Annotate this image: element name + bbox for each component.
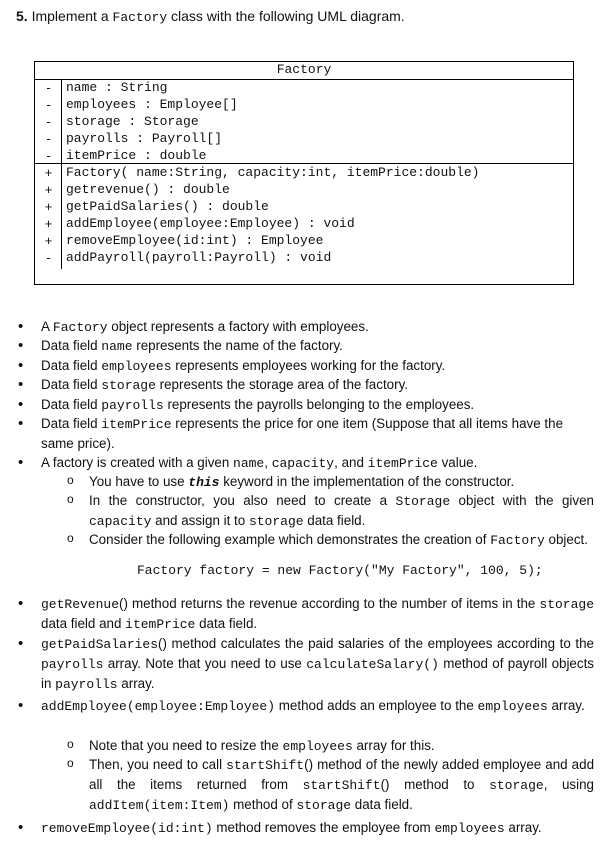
uml-attribute: - payrolls : Payroll[] xyxy=(46,131,223,146)
bullet-item: • removeEmployee(id:int) method removes the employee from employees array. xyxy=(41,818,594,838)
question-heading: 5. Implement a Factory class with the following UML diagram. xyxy=(16,8,405,25)
uml-method: + getrevenue() : double xyxy=(44,182,230,197)
bullet-item: • Data field payrolls represents the payrolls belonging to the employees. xyxy=(41,395,594,415)
sub-bullet-item: o Note that you need to resize the employees array for this. xyxy=(89,736,594,756)
uml-attribute: - itemPrice : double xyxy=(46,148,207,163)
sub-bullet-item: o Then, you need to call startShift() method of the newly added employee and add all the items returned from startShift() method to storage, using addItem(item:Item) method of storage data field. xyxy=(89,755,594,815)
sub-bullet-item: o In the constructor, you also need to create a Storage object with the given capacity and assign it to storage data field. xyxy=(89,491,594,531)
uml-diagram xyxy=(34,61,574,285)
bullet-item: • getRevenue() method returns the revenue according to the number of items in the storage data field and itemPrice data field. xyxy=(41,594,594,634)
bullet-item: • Data field storage represents the storage area of the factory. xyxy=(41,375,594,395)
sub-bullet-item: o Consider the following example which demonstrates the creation of Factory object. xyxy=(89,530,594,550)
uml-method: - addPayroll(payroll:Payroll) : void xyxy=(46,250,332,265)
uml-method: + Factory( name:String, capacity:int, itemPrice:double) xyxy=(44,165,480,180)
uml-attribute: - storage : Storage xyxy=(46,114,199,129)
bullet-item: • A Factory object represents a factory with employees. xyxy=(41,317,594,337)
bullet-item: • Data field employees represents employees working for the factory. xyxy=(41,356,594,376)
bullet-item: • addEmployee(employee:Employee) method adds an employee to the employees array. xyxy=(41,696,594,716)
uml-attribute: - name : String xyxy=(46,80,168,95)
uml-method: + removeEmployee(id:int) : Employee xyxy=(44,233,324,248)
bullet-item: • Data field name represents the name of the factory. xyxy=(41,336,594,356)
sub-bullet-item: o You have to use this keyword in the implementation of the constructor. xyxy=(89,472,594,492)
uml-method: + addEmployee(employee:Employee) : void xyxy=(44,216,355,231)
class-name: Factory xyxy=(112,10,168,25)
uml-attributes xyxy=(35,79,573,164)
question-number: 5. xyxy=(16,8,28,24)
code-example: Factory factory = new Factory("My Factory", 100, 5); xyxy=(137,563,543,578)
uml-attribute: - employees : Employee[] xyxy=(46,97,238,112)
bullet-item: • getPaidSalaries() method calculates the paid salaries of the employees according to the payrolls array. Note that you need to use calculateSalary() method of payroll objects in payrolls array. xyxy=(41,634,594,694)
uml-methods xyxy=(35,164,573,266)
bullet-item: • A factory is created with a given name, capacity, and itemPrice value. xyxy=(41,453,594,473)
uml-class-title: Factory xyxy=(35,62,573,80)
uml-method: + getPaidSalaries() : double xyxy=(44,199,269,214)
bullet-item: • Data field itemPrice represents the price for one item (Suppose that all items have the same price). xyxy=(41,414,594,453)
